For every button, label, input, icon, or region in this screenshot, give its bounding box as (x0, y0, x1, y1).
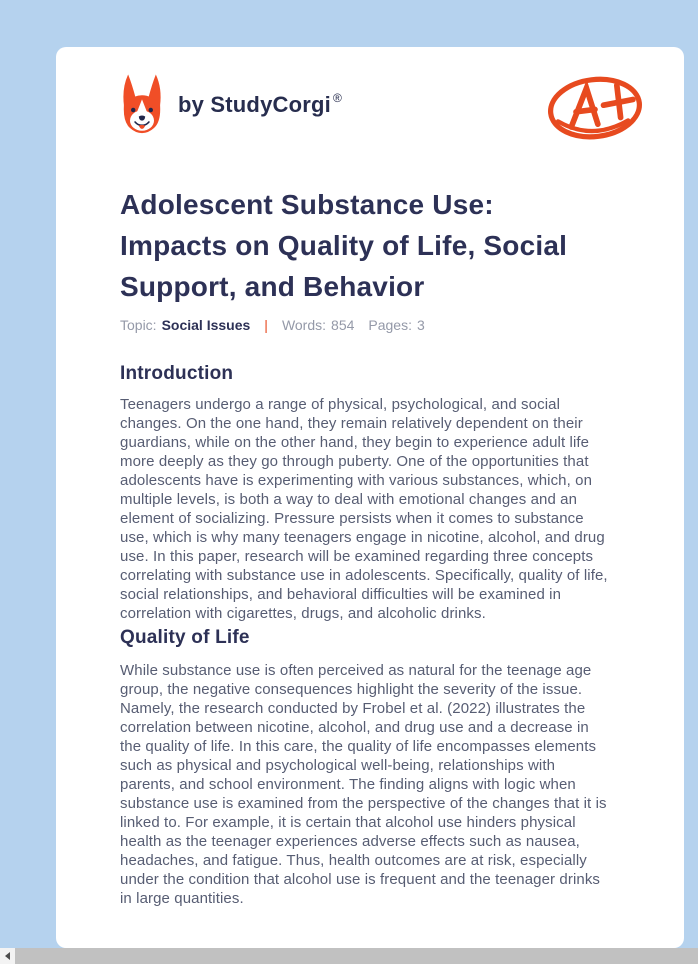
article-meta (120, 317, 628, 333)
topic-link[interactable]: Social Issues (161, 317, 251, 333)
article (56, 184, 684, 908)
registered-mark: ® (332, 90, 342, 105)
brand-name: by StudyCorgi ® (178, 90, 342, 117)
scroll-left-button[interactable] (0, 948, 15, 964)
section-heading-quality-of-life: Quality of Life (120, 627, 250, 648)
corgi-logo-icon (118, 72, 166, 136)
paragraph-introduction: Teenagers undergo a range of physical, psychological, and social changes. On the one hand, they remain relatively dependent on their guardians, while on the other hand, they begin to experience adult life more deeply as they go through puberty. One of the opportunities that adolescents have is experimenting with various substances, which, on multiple levels, is both a way to deal with emotional changes and an element of socializing. Pressure persists when it comes to substance use, which is why many teenagers engage in nicotine, alcohol, and drug use. In this paper, research will be examined regarding three concepts correlating with substance use in adolescents. Specifically, quality of life, social relationships, and behavioral difficulties will be examined in correlation with cigarettes, drugs, and alcoholic drinks. (120, 396, 608, 622)
a-plus-badge-icon (542, 72, 648, 146)
words-value: 854 (331, 317, 355, 333)
scroll-left-arrow-icon (5, 952, 10, 960)
words-label: Words: (281, 317, 327, 333)
paragraph-quality-of-life: While substance use is often perceived as natural for the teenage age group, the negative consequences highlight the severity of the issue. Namely, the research conducted by Frobel et al. (2022) illustrates the correlation between nicotine, alcohol, and drug use and a decrease in the quality of life. In this care, the quality of life encompasses elements such as physical and psychological well-being, relationships with parents, and school environment. The finding aligns with logic when substance use is examined from the perspective of the changes that it is linked to. For example, it is certain that alcohol use hinders physical health as the teenager experiences adverse effects such as nausea, headaches, and fatigue. Thus, health outcomes are at risk, especially under the condition that alcohol use is frequent and the teenager drinks in large quantities. (120, 662, 607, 907)
pages-label: Pages: (368, 317, 412, 333)
horizontal-scrollbar[interactable] (0, 948, 698, 964)
scrollbar-thumb[interactable] (15, 948, 698, 964)
card-header (118, 72, 648, 146)
brand (118, 72, 342, 136)
pages-value: 3 (416, 317, 425, 333)
section-heading-introduction: Introduction (120, 363, 234, 384)
meta-separator: | (264, 317, 268, 333)
document-card (56, 47, 684, 948)
topic-label: Topic: (120, 317, 157, 333)
page-title: Adolescent Substance Use: Impacts on Quality of Life, Social Support, and Behavior (120, 189, 568, 302)
